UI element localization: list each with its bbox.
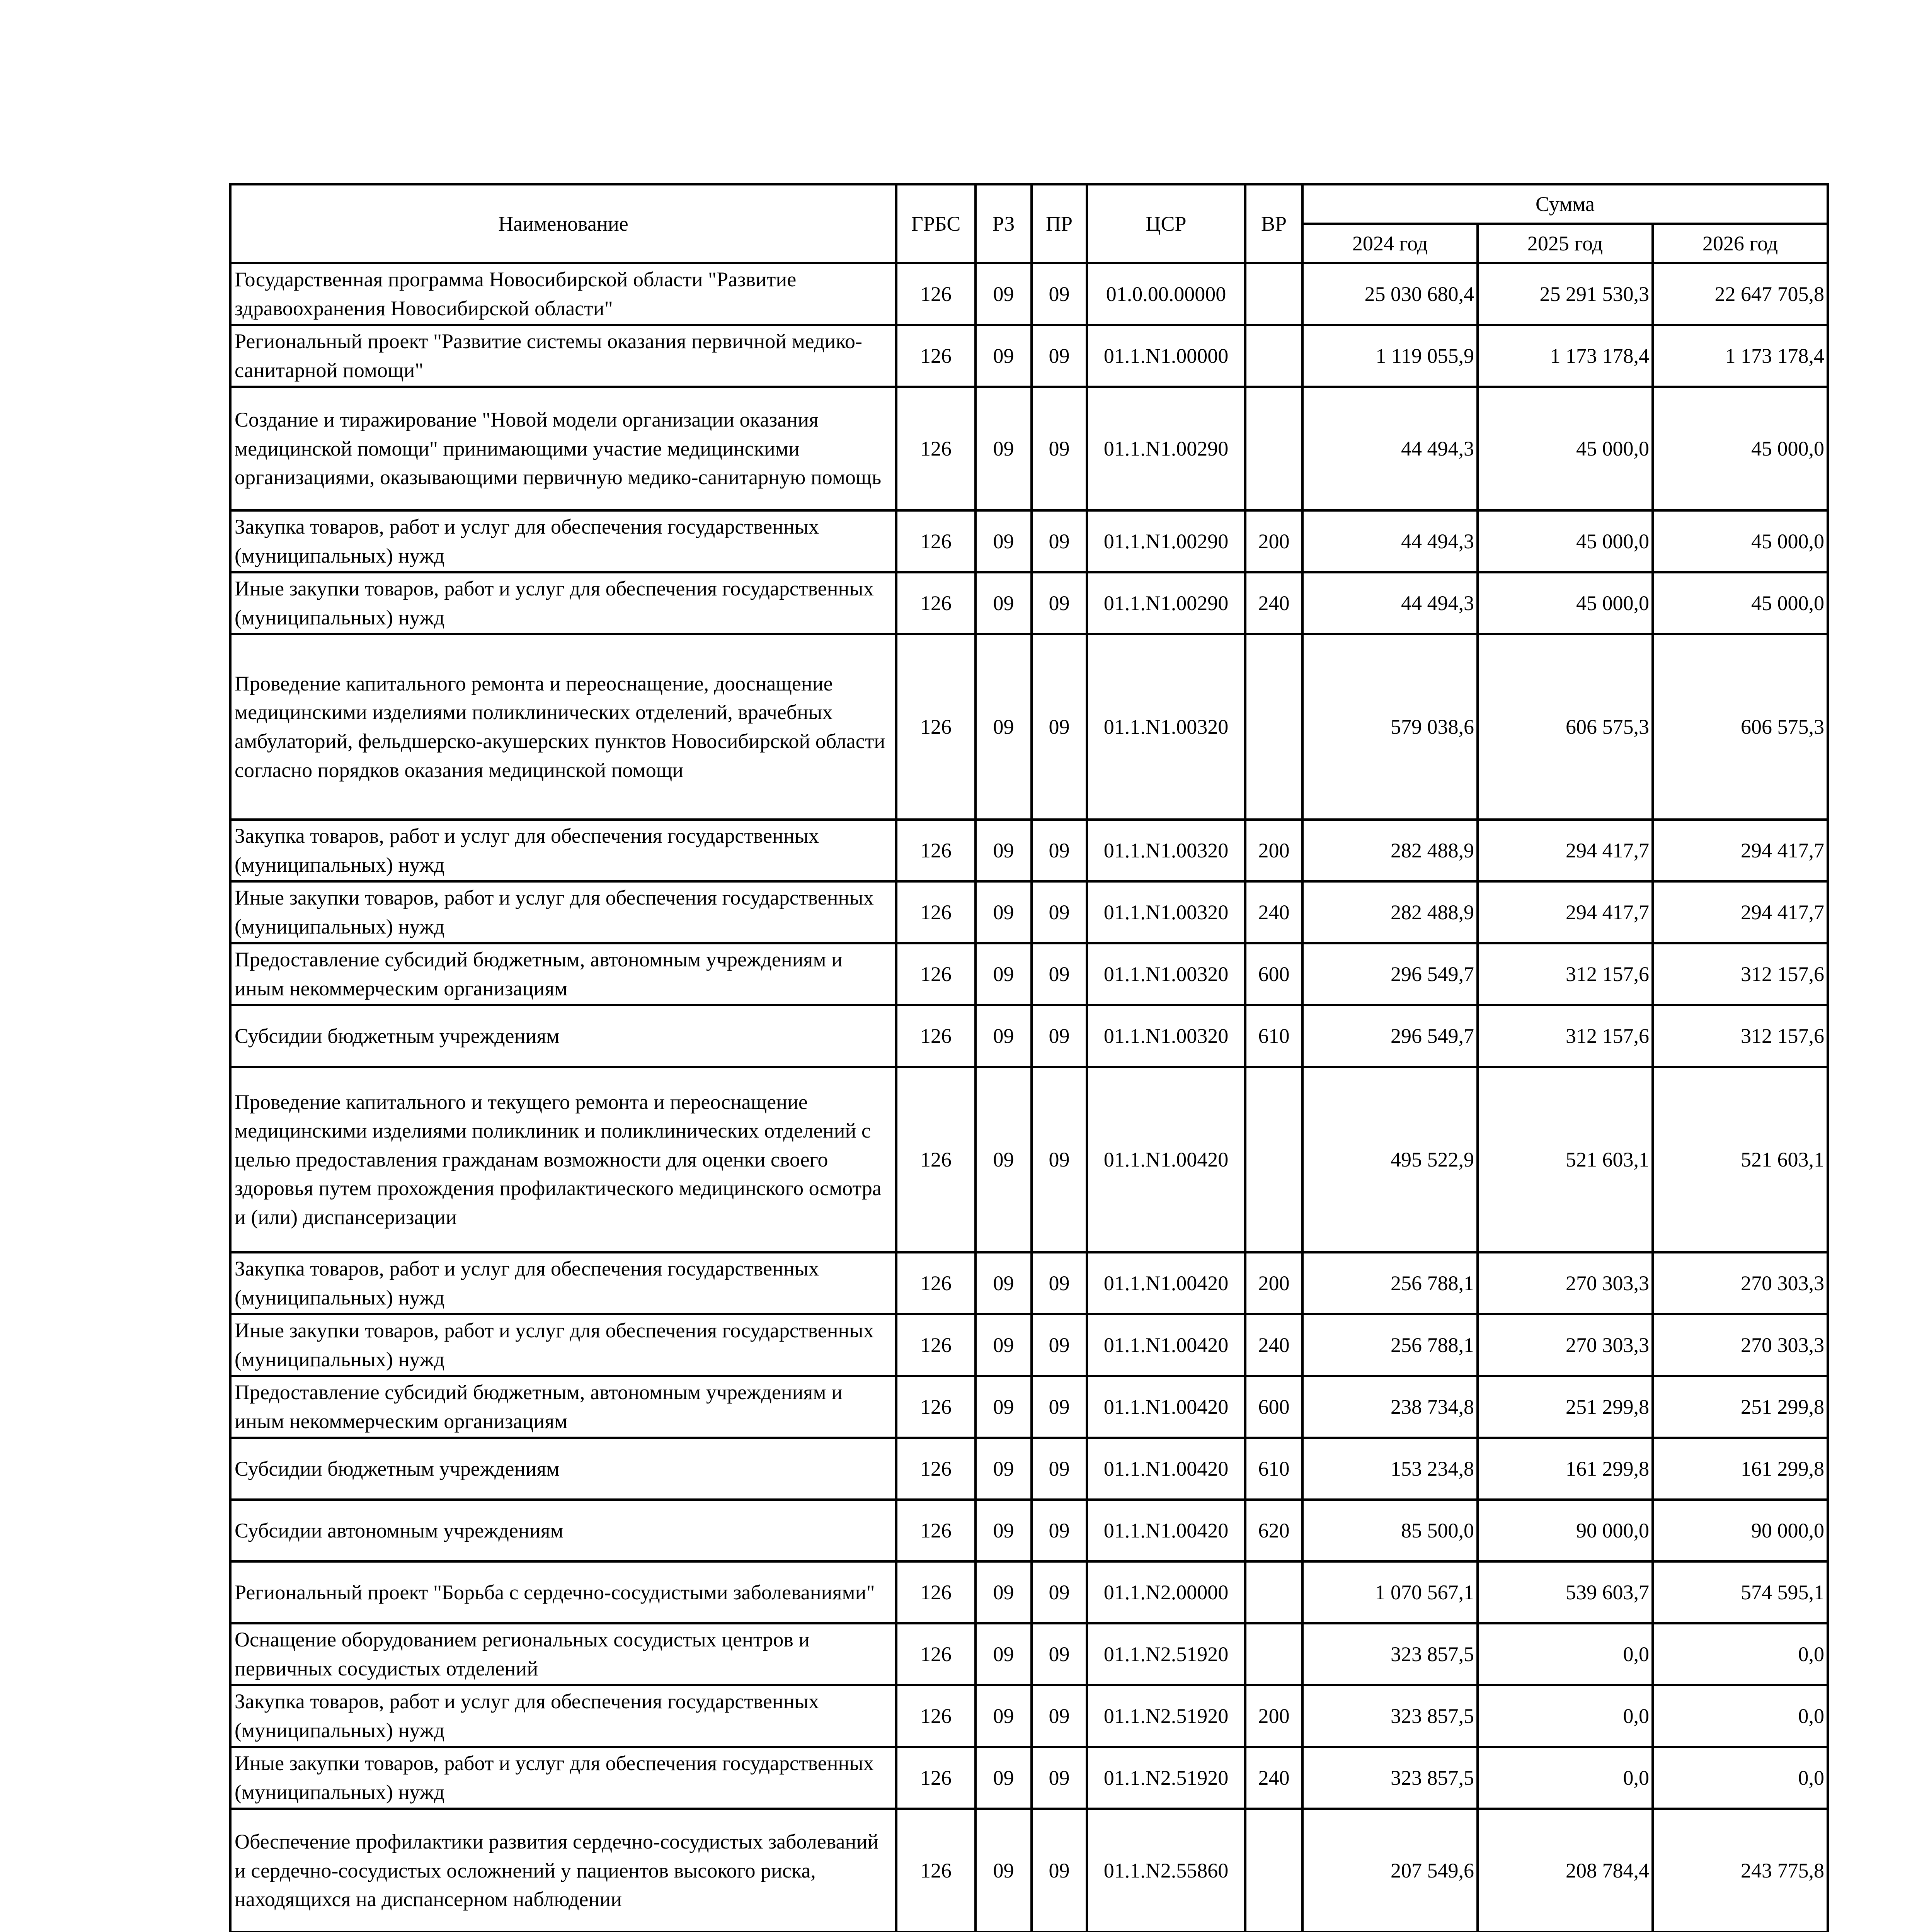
row-rz: 09 — [976, 820, 1032, 881]
row-vr: 600 — [1245, 1376, 1302, 1438]
row-pr: 09 — [1032, 1376, 1087, 1438]
row-grbs: 126 — [896, 1809, 976, 1932]
row-name: Закупка товаров, работ и услуг для обеспечения государственных (муниципальных) нужд — [230, 510, 896, 572]
row-pr: 09 — [1032, 1500, 1087, 1561]
row-vr: 600 — [1245, 943, 1302, 1005]
row-sum-2026: 90 000,0 — [1653, 1500, 1828, 1561]
row-sum-2025: 251 299,8 — [1478, 1376, 1653, 1438]
row-grbs: 126 — [896, 1252, 976, 1314]
row-pr: 09 — [1032, 1314, 1087, 1376]
row-vr: 240 — [1245, 1314, 1302, 1376]
row-sum-2026: 22 647 705,8 — [1653, 263, 1828, 325]
row-csr: 01.1.N2.51920 — [1087, 1623, 1245, 1685]
row-sum-2025: 294 417,7 — [1478, 881, 1653, 943]
row-grbs: 126 — [896, 820, 976, 881]
row-rz: 09 — [976, 881, 1032, 943]
row-sum-2025: 25 291 530,3 — [1478, 263, 1653, 325]
row-pr: 09 — [1032, 1561, 1087, 1623]
row-grbs: 126 — [896, 1747, 976, 1809]
row-grbs: 126 — [896, 634, 976, 820]
row-sum-2025: 312 157,6 — [1478, 1005, 1653, 1067]
row-pr: 09 — [1032, 325, 1087, 387]
row-vr: 240 — [1245, 572, 1302, 634]
header-sum: Сумма — [1302, 184, 1828, 224]
row-rz: 09 — [976, 1067, 1032, 1252]
row-rz: 09 — [976, 263, 1032, 325]
row-csr: 01.1.N1.00290 — [1087, 387, 1245, 510]
row-name: Закупка товаров, работ и услуг для обеспечения государственных (муниципальных) нужд — [230, 1685, 896, 1747]
row-grbs: 126 — [896, 387, 976, 510]
row-sum-2024: 1 119 055,9 — [1302, 325, 1478, 387]
row-sum-2026: 270 303,3 — [1653, 1252, 1828, 1314]
row-sum-2026: 0,0 — [1653, 1685, 1828, 1747]
row-grbs: 126 — [896, 325, 976, 387]
table-row — [230, 1623, 1828, 1685]
row-rz: 09 — [976, 1005, 1032, 1067]
row-rz: 09 — [976, 634, 1032, 820]
row-pr: 09 — [1032, 387, 1087, 510]
row-sum-2024: 207 549,6 — [1302, 1809, 1478, 1932]
row-sum-2024: 282 488,9 — [1302, 881, 1478, 943]
table-row — [230, 1376, 1828, 1438]
row-csr: 01.1.N1.00420 — [1087, 1376, 1245, 1438]
row-sum-2025: 45 000,0 — [1478, 572, 1653, 634]
row-name: Государственная программа Новосибирской области "Развитие здравоохранения Новосибирской области" — [230, 263, 896, 325]
row-grbs: 126 — [896, 572, 976, 634]
row-name: Оснащение оборудованием региональных сосудистых центров и первичных сосудистых отделений — [230, 1623, 896, 1685]
row-sum-2025: 270 303,3 — [1478, 1314, 1653, 1376]
row-sum-2026: 1 173 178,4 — [1653, 325, 1828, 387]
row-sum-2026: 312 157,6 — [1653, 1005, 1828, 1067]
row-vr — [1245, 1561, 1302, 1623]
row-sum-2026: 0,0 — [1653, 1747, 1828, 1809]
table-row — [230, 325, 1828, 387]
row-sum-2026: 161 299,8 — [1653, 1438, 1828, 1500]
row-grbs: 126 — [896, 1561, 976, 1623]
row-vr: 620 — [1245, 1500, 1302, 1561]
table-row — [230, 387, 1828, 510]
row-vr — [1245, 325, 1302, 387]
row-sum-2026: 270 303,3 — [1653, 1314, 1828, 1376]
row-sum-2025: 90 000,0 — [1478, 1500, 1653, 1561]
row-rz: 09 — [976, 1623, 1032, 1685]
table-row — [230, 1561, 1828, 1623]
row-name: Закупка товаров, работ и услуг для обеспечения государственных (муниципальных) нужд — [230, 1252, 896, 1314]
table-row — [230, 1252, 1828, 1314]
row-name: Создание и тиражирование "Новой модели организации оказания медицинской помощи" принимающими участие медицинскими организациями, оказывающими первичную медико-санитарную помощь — [230, 387, 896, 510]
row-grbs: 126 — [896, 881, 976, 943]
row-sum-2025: 1 173 178,4 — [1478, 325, 1653, 387]
row-rz: 09 — [976, 1252, 1032, 1314]
row-rz: 09 — [976, 1809, 1032, 1932]
row-vr — [1245, 634, 1302, 820]
row-csr: 01.1.N1.00320 — [1087, 820, 1245, 881]
row-vr — [1245, 263, 1302, 325]
table-row — [230, 881, 1828, 943]
row-name: Субсидии бюджетным учреждениям — [230, 1438, 896, 1500]
table-row — [230, 1747, 1828, 1809]
row-name: Субсидии бюджетным учреждениям — [230, 1005, 896, 1067]
header-name: Наименование — [230, 184, 896, 263]
row-name: Предоставление субсидий бюджетным, автономным учреждениям и иным некоммерческим организациям — [230, 1376, 896, 1438]
table-row — [230, 1005, 1828, 1067]
row-vr: 610 — [1245, 1438, 1302, 1500]
row-csr: 01.1.N1.00320 — [1087, 881, 1245, 943]
row-vr: 200 — [1245, 1685, 1302, 1747]
row-rz: 09 — [976, 1561, 1032, 1623]
row-grbs: 126 — [896, 943, 976, 1005]
row-name: Субсидии автономным учреждениям — [230, 1500, 896, 1561]
row-csr: 01.1.N1.00420 — [1087, 1252, 1245, 1314]
row-sum-2026: 45 000,0 — [1653, 387, 1828, 510]
row-sum-2024: 153 234,8 — [1302, 1438, 1478, 1500]
row-grbs: 126 — [896, 1005, 976, 1067]
row-sum-2025: 161 299,8 — [1478, 1438, 1653, 1500]
row-sum-2025: 270 303,3 — [1478, 1252, 1653, 1314]
row-sum-2024: 282 488,9 — [1302, 820, 1478, 881]
row-csr: 01.1.N1.00000 — [1087, 325, 1245, 387]
row-name: Иные закупки товаров, работ и услуг для обеспечения государственных (муниципальных) нужд — [230, 881, 896, 943]
table-body — [230, 263, 1828, 1932]
table-row — [230, 263, 1828, 325]
row-name: Предоставление субсидий бюджетным, автономным учреждениям и иным некоммерческим организациям — [230, 943, 896, 1005]
table-row — [230, 1314, 1828, 1376]
header-year-2026: 2026 год — [1653, 224, 1828, 263]
table-row — [230, 820, 1828, 881]
header-grbs: ГРБС — [896, 184, 976, 263]
row-grbs: 126 — [896, 1685, 976, 1747]
row-sum-2025: 521 603,1 — [1478, 1067, 1653, 1252]
row-sum-2025: 312 157,6 — [1478, 943, 1653, 1005]
row-sum-2024: 44 494,3 — [1302, 387, 1478, 510]
row-sum-2024: 495 522,9 — [1302, 1067, 1478, 1252]
row-grbs: 126 — [896, 263, 976, 325]
row-csr: 01.1.N2.55860 — [1087, 1809, 1245, 1932]
row-csr: 01.1.N1.00420 — [1087, 1314, 1245, 1376]
budget-table — [229, 183, 1829, 1932]
row-name: Иные закупки товаров, работ и услуг для обеспечения государственных (муниципальных) нужд — [230, 1314, 896, 1376]
row-grbs: 126 — [896, 1438, 976, 1500]
row-csr: 01.1.N2.51920 — [1087, 1747, 1245, 1809]
header-year-2025: 2025 год — [1478, 224, 1653, 263]
row-pr: 09 — [1032, 1005, 1087, 1067]
row-sum-2024: 296 549,7 — [1302, 1005, 1478, 1067]
row-sum-2026: 294 417,7 — [1653, 881, 1828, 943]
header-csr: ЦСР — [1087, 184, 1245, 263]
row-sum-2026: 0,0 — [1653, 1623, 1828, 1685]
table-row — [230, 1438, 1828, 1500]
row-sum-2025: 0,0 — [1478, 1623, 1653, 1685]
row-sum-2026: 45 000,0 — [1653, 510, 1828, 572]
row-sum-2024: 1 070 567,1 — [1302, 1561, 1478, 1623]
row-sum-2026: 312 157,6 — [1653, 943, 1828, 1005]
row-rz: 09 — [976, 325, 1032, 387]
row-sum-2025: 45 000,0 — [1478, 387, 1653, 510]
row-sum-2026: 606 575,3 — [1653, 634, 1828, 820]
row-sum-2024: 323 857,5 — [1302, 1623, 1478, 1685]
row-grbs: 126 — [896, 1376, 976, 1438]
row-pr: 09 — [1032, 1067, 1087, 1252]
row-sum-2026: 294 417,7 — [1653, 820, 1828, 881]
row-name: Региональный проект "Борьба с сердечно-сосудистыми заболеваниями" — [230, 1561, 896, 1623]
row-vr: 240 — [1245, 881, 1302, 943]
row-csr: 01.1.N1.00290 — [1087, 510, 1245, 572]
row-vr: 240 — [1245, 1747, 1302, 1809]
row-sum-2025: 294 417,7 — [1478, 820, 1653, 881]
row-sum-2026: 243 775,8 — [1653, 1809, 1828, 1932]
row-pr: 09 — [1032, 263, 1087, 325]
row-rz: 09 — [976, 387, 1032, 510]
row-sum-2026: 521 603,1 — [1653, 1067, 1828, 1252]
row-pr: 09 — [1032, 1438, 1087, 1500]
row-vr — [1245, 387, 1302, 510]
row-pr: 09 — [1032, 1252, 1087, 1314]
row-vr — [1245, 1067, 1302, 1252]
row-csr: 01.1.N1.00320 — [1087, 1005, 1245, 1067]
table-row — [230, 510, 1828, 572]
row-grbs: 126 — [896, 1500, 976, 1561]
row-sum-2026: 45 000,0 — [1653, 572, 1828, 634]
row-csr: 01.1.N1.00420 — [1087, 1067, 1245, 1252]
row-sum-2025: 606 575,3 — [1478, 634, 1653, 820]
row-grbs: 126 — [896, 1314, 976, 1376]
table-row — [230, 634, 1828, 820]
row-csr: 01.1.N2.00000 — [1087, 1561, 1245, 1623]
row-name: Иные закупки товаров, работ и услуг для обеспечения государственных (муниципальных) нужд — [230, 1747, 896, 1809]
row-name: Проведение капитального ремонта и переоснащение, дооснащение медицинскими изделиями поликлинических отделений, врачебных амбулаторий, фельдшерско-акушерских пунктов Новосибирской области согласно порядков оказания медицинской помощи — [230, 634, 896, 820]
row-pr: 09 — [1032, 1747, 1087, 1809]
row-pr: 09 — [1032, 1685, 1087, 1747]
table-row — [230, 1067, 1828, 1252]
row-sum-2024: 44 494,3 — [1302, 572, 1478, 634]
row-sum-2026: 251 299,8 — [1653, 1376, 1828, 1438]
row-name: Иные закупки товаров, работ и услуг для обеспечения государственных (муниципальных) нужд — [230, 572, 896, 634]
table-row — [230, 943, 1828, 1005]
row-sum-2025: 539 603,7 — [1478, 1561, 1653, 1623]
table-row — [230, 572, 1828, 634]
row-rz: 09 — [976, 510, 1032, 572]
table-row — [230, 1500, 1828, 1561]
row-sum-2024: 25 030 680,4 — [1302, 263, 1478, 325]
row-pr: 09 — [1032, 634, 1087, 820]
header-vr: ВР — [1245, 184, 1302, 263]
row-rz: 09 — [976, 1500, 1032, 1561]
row-sum-2026: 574 595,1 — [1653, 1561, 1828, 1623]
row-vr: 200 — [1245, 510, 1302, 572]
row-name: Закупка товаров, работ и услуг для обеспечения государственных (муниципальных) нужд — [230, 820, 896, 881]
row-csr: 01.1.N1.00420 — [1087, 1500, 1245, 1561]
row-name: Региональный проект "Развитие системы оказания первичной медико-санитарной помощи" — [230, 325, 896, 387]
row-sum-2025: 208 784,4 — [1478, 1809, 1653, 1932]
row-rz: 09 — [976, 1376, 1032, 1438]
row-csr: 01.1.N1.00320 — [1087, 943, 1245, 1005]
row-grbs: 126 — [896, 1623, 976, 1685]
row-pr: 09 — [1032, 820, 1087, 881]
row-csr: 01.0.00.00000 — [1087, 263, 1245, 325]
row-csr: 01.1.N1.00420 — [1087, 1438, 1245, 1500]
row-sum-2024: 296 549,7 — [1302, 943, 1478, 1005]
row-csr: 01.1.N1.00290 — [1087, 572, 1245, 634]
row-sum-2025: 0,0 — [1478, 1747, 1653, 1809]
row-sum-2024: 323 857,5 — [1302, 1685, 1478, 1747]
row-sum-2024: 44 494,3 — [1302, 510, 1478, 572]
row-csr: 01.1.N2.51920 — [1087, 1685, 1245, 1747]
row-rz: 09 — [976, 1314, 1032, 1376]
row-sum-2024: 323 857,5 — [1302, 1747, 1478, 1809]
row-vr: 200 — [1245, 820, 1302, 881]
row-sum-2025: 45 000,0 — [1478, 510, 1653, 572]
row-pr: 09 — [1032, 943, 1087, 1005]
row-pr: 09 — [1032, 1623, 1087, 1685]
row-rz: 09 — [976, 943, 1032, 1005]
row-rz: 09 — [976, 1685, 1032, 1747]
table-row — [230, 1685, 1828, 1747]
row-pr: 09 — [1032, 1809, 1087, 1932]
row-csr: 01.1.N1.00320 — [1087, 634, 1245, 820]
row-sum-2024: 256 788,1 — [1302, 1314, 1478, 1376]
table-header — [230, 184, 1828, 263]
row-grbs: 126 — [896, 510, 976, 572]
row-pr: 09 — [1032, 572, 1087, 634]
row-vr — [1245, 1623, 1302, 1685]
table-row — [230, 1809, 1828, 1932]
row-sum-2024: 85 500,0 — [1302, 1500, 1478, 1561]
row-sum-2024: 256 788,1 — [1302, 1252, 1478, 1314]
row-rz: 09 — [976, 1438, 1032, 1500]
row-vr — [1245, 1809, 1302, 1932]
row-sum-2024: 579 038,6 — [1302, 634, 1478, 820]
row-pr: 09 — [1032, 510, 1087, 572]
row-sum-2025: 0,0 — [1478, 1685, 1653, 1747]
row-rz: 09 — [976, 572, 1032, 634]
row-name: Обеспечение профилактики развития сердечно-сосудистых заболеваний и сердечно-сосудистых осложнений у пациентов высокого риска, находящихся на диспансерном наблюдении — [230, 1809, 896, 1932]
row-rz: 09 — [976, 1747, 1032, 1809]
header-pr: ПР — [1032, 184, 1087, 263]
row-sum-2024: 238 734,8 — [1302, 1376, 1478, 1438]
header-year-2024: 2024 год — [1302, 224, 1478, 263]
row-pr: 09 — [1032, 881, 1087, 943]
header-rz: РЗ — [976, 184, 1032, 263]
row-grbs: 126 — [896, 1067, 976, 1252]
row-name: Проведение капитального и текущего ремонта и переоснащение медицинскими изделиями поликлиник и поликлинических отделений с целью предоставления гражданам возможности для оценки своего здоровья путем прохождения профилактического медицинского осмотра и (или) диспансеризации — [230, 1067, 896, 1252]
row-vr: 200 — [1245, 1252, 1302, 1314]
row-vr: 610 — [1245, 1005, 1302, 1067]
